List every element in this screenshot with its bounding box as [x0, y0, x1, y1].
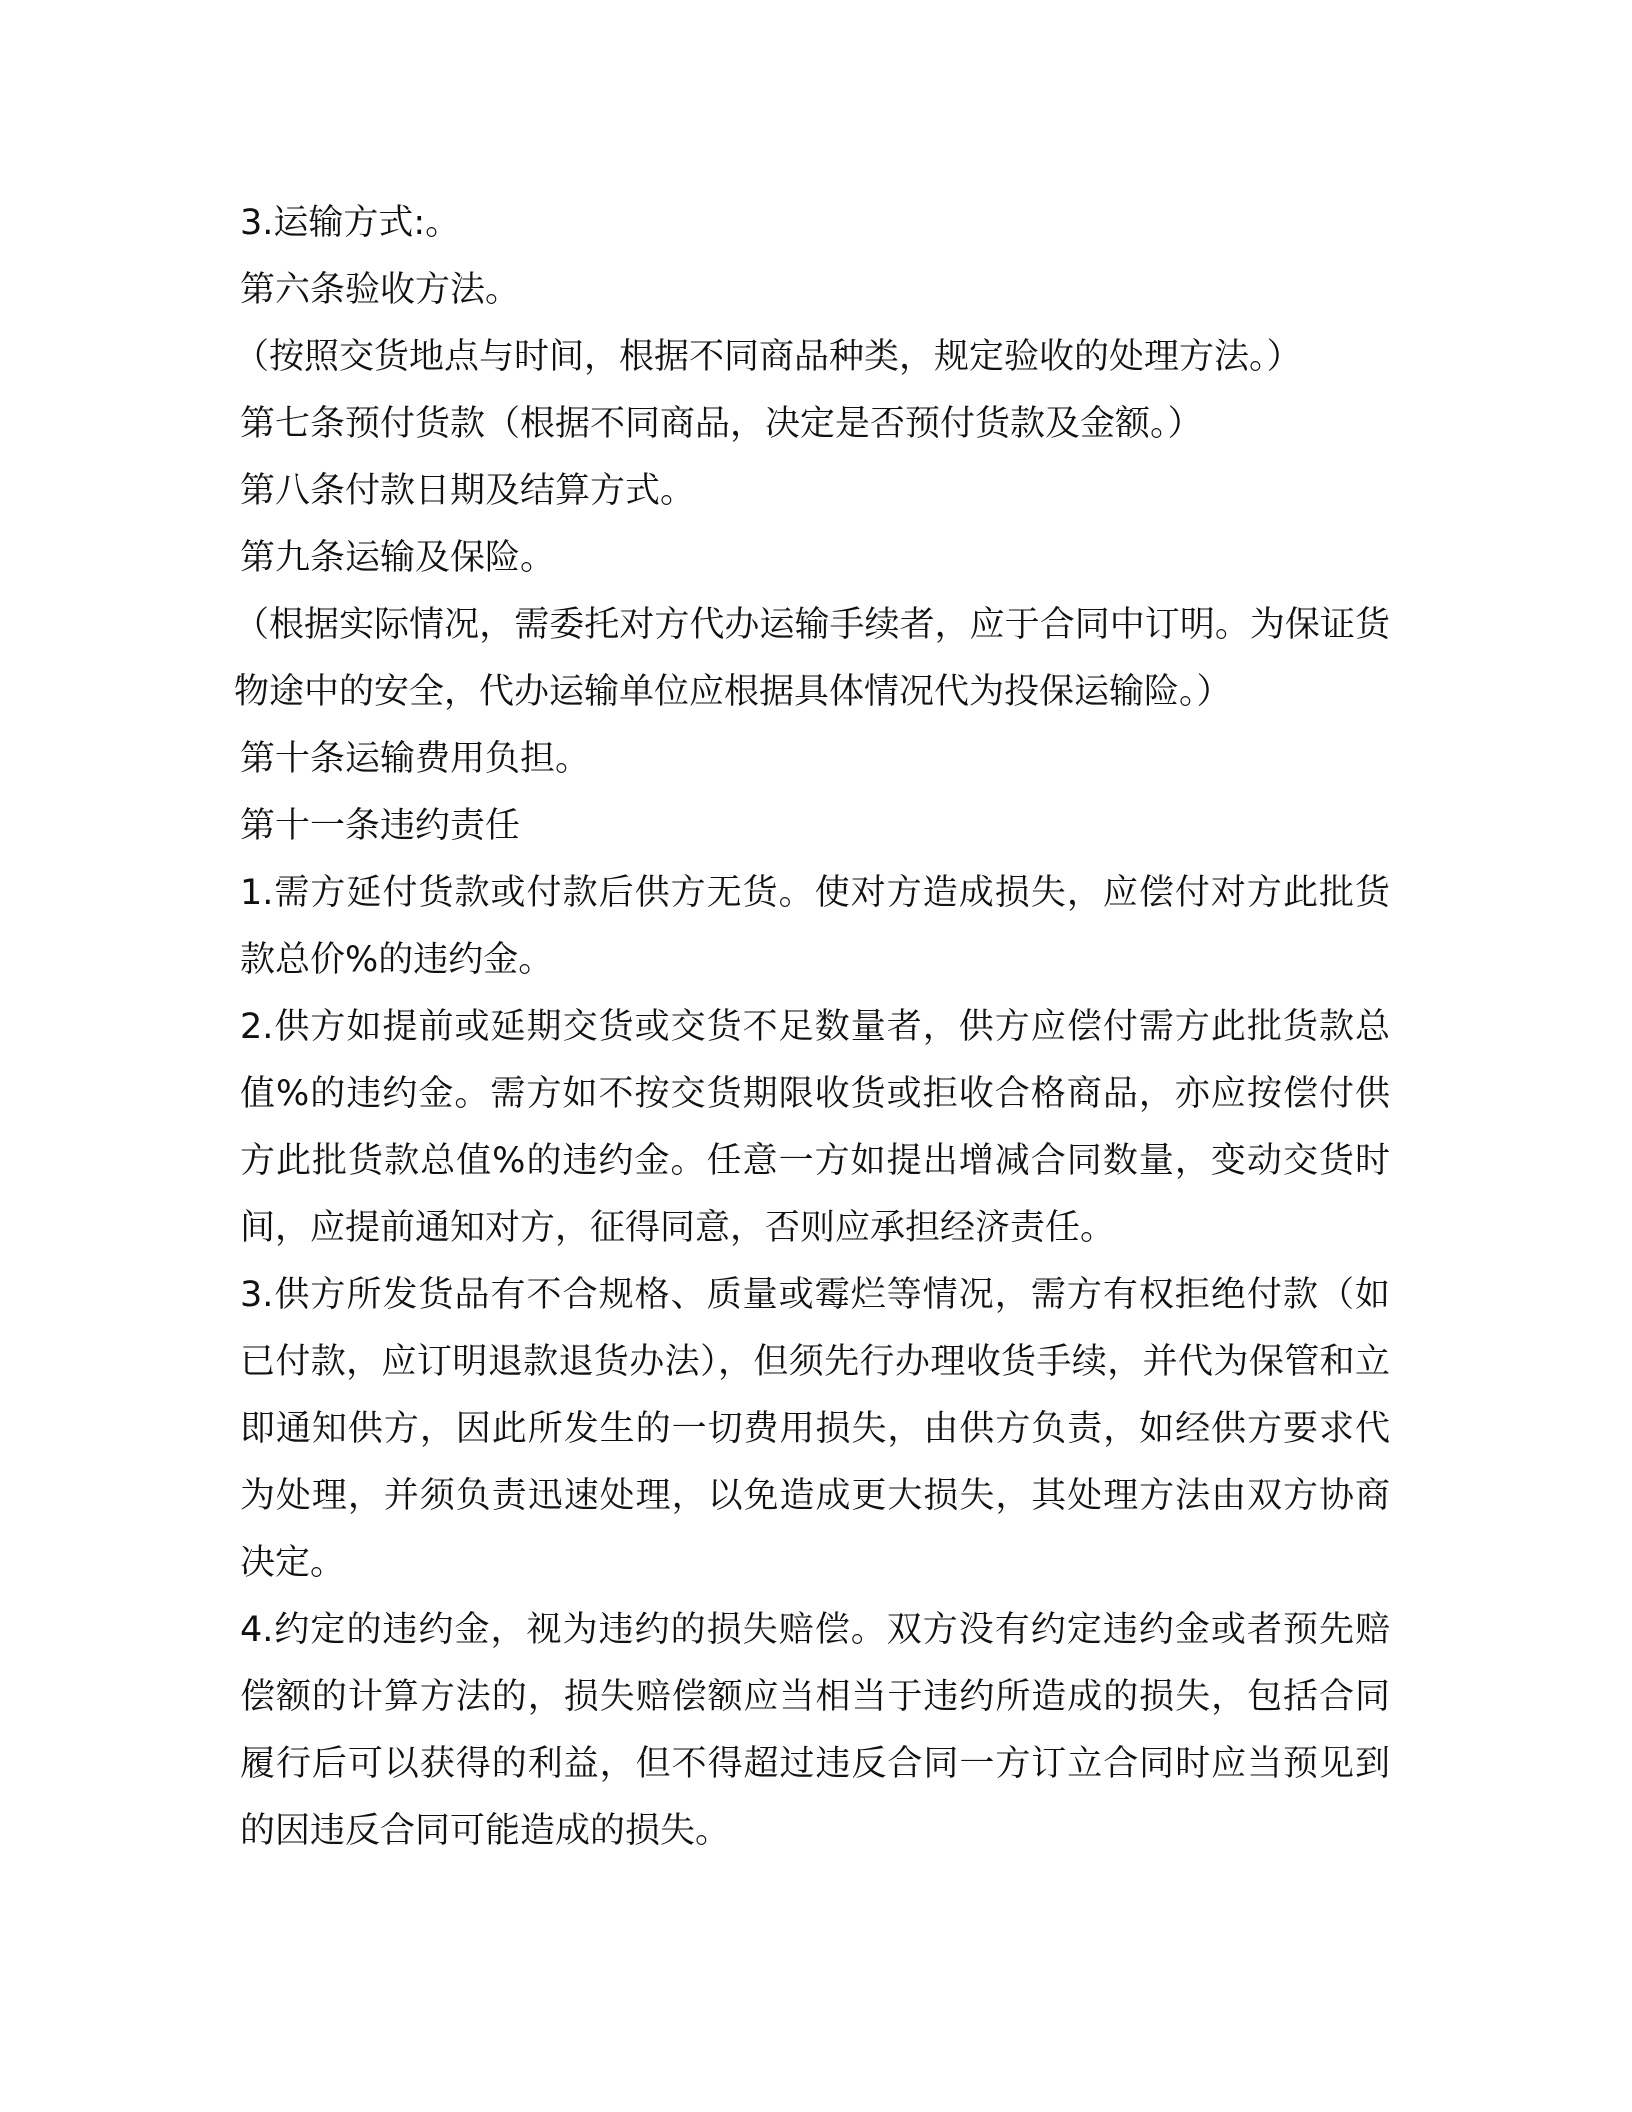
paragraph-article-9-heading: 第九条运输及保险。 [240, 538, 556, 578]
paragraph-article-11-heading: 第十一条违约责任 [240, 806, 521, 846]
paragraph-article-9-note: （根据实际情况，需委托对方代办运输手续者，应于合同中订明。为保证货物途中的安全，代办运输单位应根据具体情况代为投保运输险。） [234, 605, 1390, 712]
paragraph-liability-1: 1.需方延付货款或付款后供方无货。使对方造成损失，应偿付对方此批货款总价%的违约金。 [240, 873, 1390, 980]
paragraph-article-8: 第八条付款日期及结算方式。 [240, 471, 696, 511]
document-body [234, 190, 1390, 1865]
paragraph-article-7: 第七条预付货款（根据不同商品，决定是否预付货款及金额。） [240, 404, 1203, 444]
paragraph-article-6-note: （按照交货地点与时间，根据不同商品种类，规定验收的处理方法。） [234, 337, 1302, 377]
paragraph-article-10: 第十条运输费用负担。 [240, 739, 591, 779]
paragraph-liability-3: 3.供方所发货品有不合规格、质量或霉烂等情况，需方有权拒绝付款（如已付款，应订明退款退货办法），但须先行办理收货手续，并代为保管和立即通知供方，因此所发生的一切费用损失，由供方负责，如经供方要求代为处理，并须负责迅速处理，以免造成更大损失，其处理方法由双方协商决定。 [240, 1275, 1390, 1583]
paragraph-liability-4: 4.约定的违约金，视为违约的损失赔偿。双方没有约定违约金或者预先赔偿额的计算方法的，损失赔偿额应当相当于违约所造成的损失，包括合同履行后可以获得的利益，但不得超过违反合同一方订立合同时应当预见到的因违反合同可能造成的损失。 [240, 1610, 1390, 1851]
paragraph-liability-2: 2.供方如提前或延期交货或交货不足数量者，供方应偿付需方此批货款总值%的违约金。需方如不按交货期限收货或拒收合格商品，亦应按偿付供方此批货款总值%的违约金。任意一方如提出增减合同数量，变动交货时间，应提前通知对方，征得同意，否则应承担经济责任。 [240, 1007, 1390, 1248]
paragraph-article-6-heading: 第六条验收方法。 [240, 270, 521, 310]
paragraph-transport-method: 3.运输方式:。 [240, 203, 461, 243]
